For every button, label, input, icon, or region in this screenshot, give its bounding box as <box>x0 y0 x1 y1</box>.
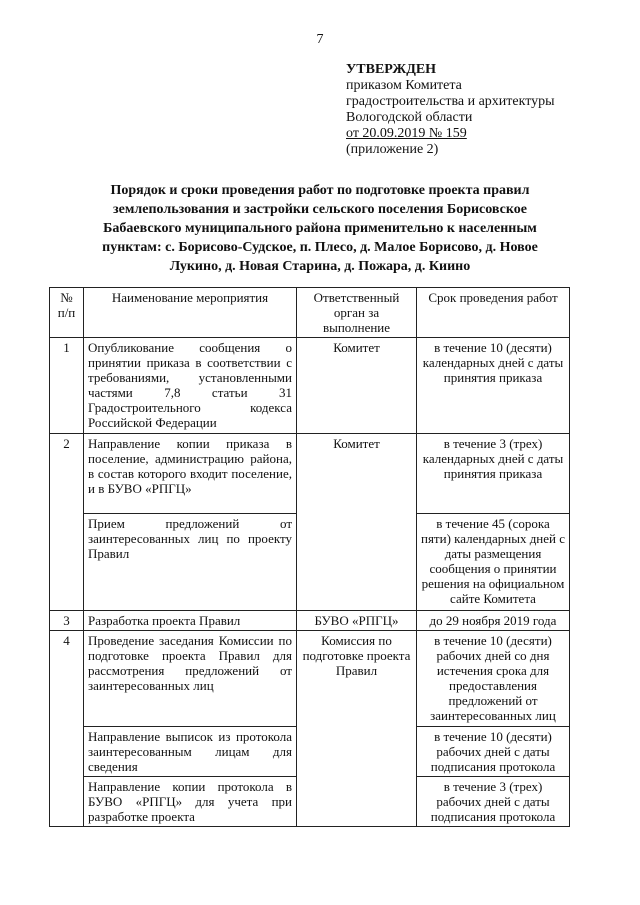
table-row <box>50 434 570 514</box>
row-term: в течение 10 (десяти) рабочих дней со дня истечения срока для предоставления предложений от заинтересованных лиц <box>417 631 570 727</box>
approval-line: Вологодской области <box>346 110 473 125</box>
table-header-row <box>50 288 570 338</box>
approval-line: градостроительства и архитектуры <box>346 94 555 109</box>
row-term: в течение 10 (десяти) рабочих дней с даты подписания протокола <box>417 727 570 777</box>
row-responsible: Комитет <box>297 338 417 434</box>
row-term: в течение 45 (сорока пяти) календарных дней с даты размещения сообщения о принятии решения на официальном сайте Комитета <box>417 514 570 611</box>
approval-stamp <box>346 62 555 158</box>
header-num: № п/п <box>50 288 84 338</box>
document-title: Порядок и сроки проведения работ по подготовке проекта правил землепользования и застройки сельского поселения Борисовское Бабаевского муниципального района применительно к населенным пунктам: с. Борисово-Судское, п. Плесо, д. Малое Борисово, д. Новое Лукино, д. Новая Старина, д. Пожара, д. Киино <box>102 183 538 274</box>
header-term: Срок проведения работ <box>417 288 570 338</box>
row-activity: Направление копии протокола в БУВО «РПГЦ» для учета при разработке проекта <box>84 777 297 827</box>
row-activity: Направление копии приказа в поселение, администрацию района, в состав которого входит поселение, и в БУВО «РПГЦ» <box>84 434 297 514</box>
header-responsible: Ответственный орган за выполнение <box>297 288 417 338</box>
table-row <box>50 338 570 434</box>
row-activity: Опубликование сообщения о принятии приказа в соответствии с требованиями, установленными частями 7,8 статьи 31 Градостроительного кодекса Российской Федерации <box>84 338 297 434</box>
row-activity: Проведение заседания Комиссии по подготовке проекта Правил для рассмотрения предложений от заинтересованных лиц <box>84 631 297 727</box>
approval-order-number: от 20.09.2019 № 159 <box>346 126 467 141</box>
row-num: 4 <box>50 631 84 827</box>
row-num: 3 <box>50 611 84 631</box>
row-num: 2 <box>50 434 84 611</box>
table-row <box>50 611 570 631</box>
page-number: 7 <box>316 32 324 47</box>
row-activity: Прием предложений от заинтересованных лиц по проекту Правил <box>84 514 297 611</box>
row-responsible: БУВО «РПГЦ» <box>297 611 417 631</box>
header-activity: Наименование мероприятия <box>84 288 297 338</box>
approval-line: приказом Комитета <box>346 78 462 93</box>
row-responsible: Комитет <box>297 434 417 611</box>
row-num: 1 <box>50 338 84 434</box>
row-activity: Направление выписок из протокола заинтересованным лицам для сведения <box>84 727 297 777</box>
row-term: в течение 3 (трех) рабочих дней с даты подписания протокола <box>417 777 570 827</box>
row-responsible: Комиссия по подготовке проекта Правил <box>297 631 417 827</box>
row-term: до 29 ноября 2019 года <box>417 611 570 631</box>
table-row <box>50 631 570 727</box>
schedule-table <box>49 287 570 827</box>
approval-annex: (приложение 2) <box>346 142 439 157</box>
row-term: в течение 3 (трех) календарных дней с даты принятия приказа <box>417 434 570 514</box>
approval-title: УТВЕРЖДЕН <box>346 62 437 77</box>
row-activity: Разработка проекта Правил <box>84 611 297 631</box>
row-term: в течение 10 (десяти) календарных дней с даты принятия приказа <box>417 338 570 434</box>
